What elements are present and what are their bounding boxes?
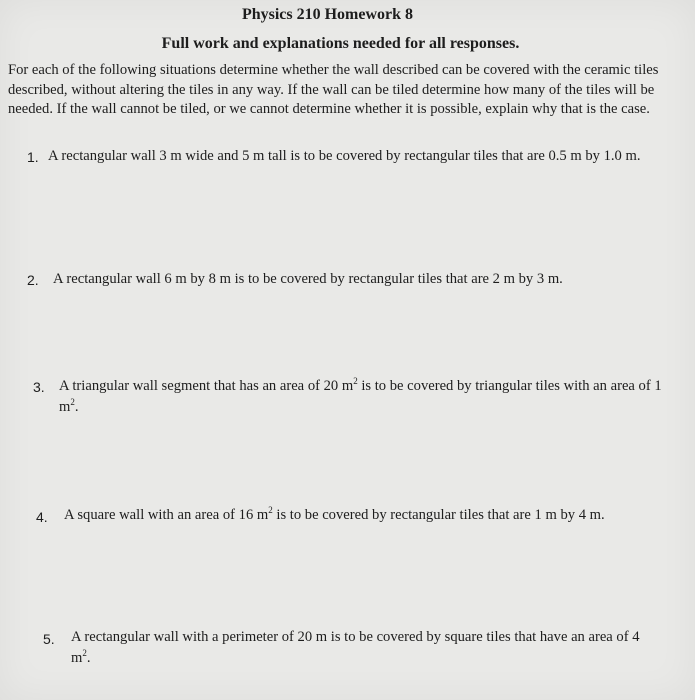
question-3-text: A triangular wall segment that has an area of 20 $m^2$ is to be covered by triangular tiles with an area of 1 $m^2$.	[59, 376, 662, 415]
page-subtitle: Full work and explanations needed for all responses.	[161, 35, 520, 52]
instructions-paragraph: For each of the following situations determine whether the wall described can be covered with the ceramic tiles described, without altering the tiles in any way. If the wall can be tiled determine how many of the tiles will be needed. If the wall cannot be tiled, or we cannot determine whether it is possible, explain why that is the case.	[8, 62, 659, 117]
question-1-number: 1.	[27, 149, 39, 165]
question-5-number: 5.	[43, 631, 55, 647]
question-2-number: 2.	[27, 272, 39, 288]
question-1-text: A rectangular wall 3 m wide and 5 m tall is to be covered by rectangular tiles that are 0.5 m by 1.0 m.	[48, 148, 641, 164]
question-2-text: A rectangular wall 6 m by 8 m is to be covered by rectangular tiles that are 2 m by 3 m.	[53, 271, 563, 287]
page-title: Physics 210 Homework 8	[241, 6, 414, 23]
question-4-text: A square wall with an area of 16 $m^2$ is to be covered by rectangular tiles that are 1 m by 4 m.	[64, 505, 605, 523]
question-3-number: 3.	[33, 379, 45, 395]
question-4-number: 4.	[36, 509, 48, 525]
question-5-text: A rectangular wall with a perimeter of 20 m is to be covered by square tiles that have an area of 4 $m^2$.	[71, 629, 640, 666]
